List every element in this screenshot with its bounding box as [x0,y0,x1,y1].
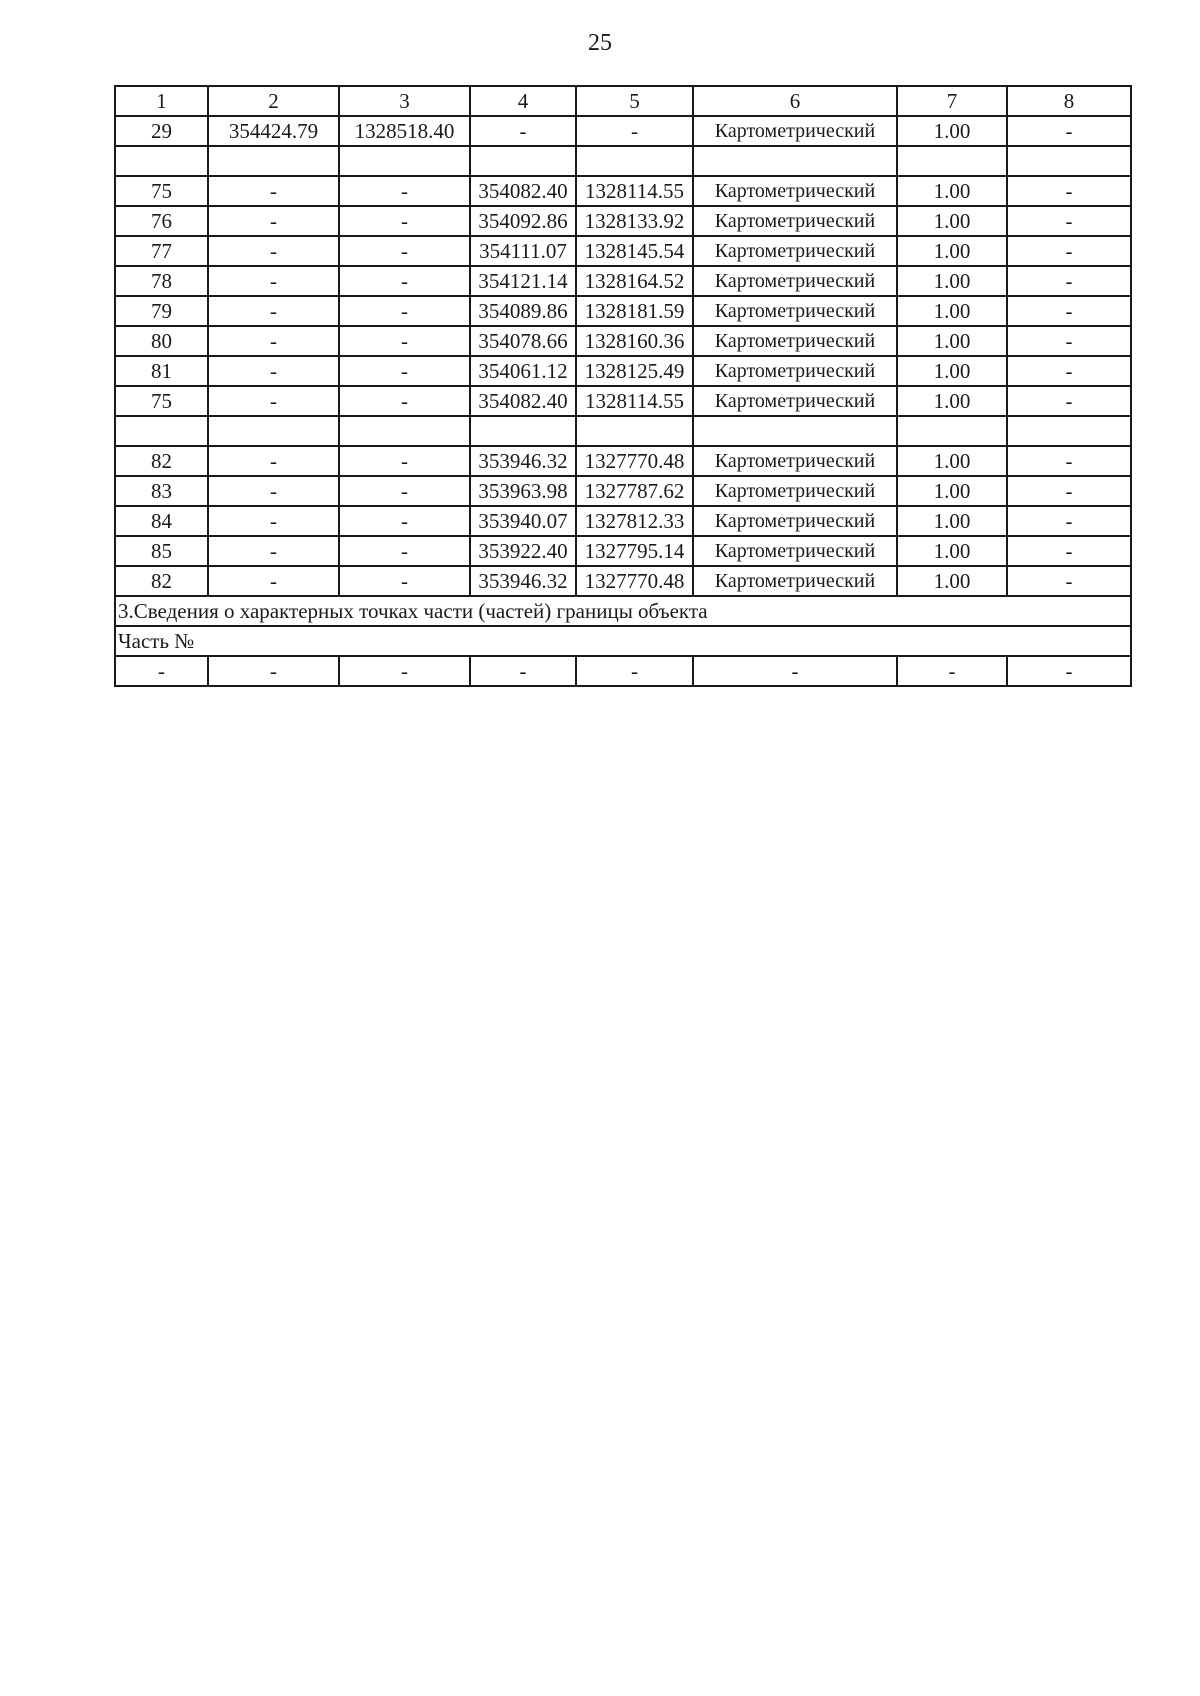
cell-x-coord: - [208,386,339,416]
cell-y-coord-new: 1327795.14 [576,536,693,566]
cell-x-coord-new: 354078.66 [470,326,576,356]
page-number: 25 [588,30,612,56]
cell-y-coord-new: 1327770.48 [576,566,693,596]
header-cell: 2 [208,86,339,116]
cell-x-coord: - [208,356,339,386]
cell-y-coord-new: 1328145.54 [576,236,693,266]
cell-x-coord-new: - [470,656,576,686]
cell-method: - [693,656,897,686]
cell-accuracy [897,146,1007,176]
cell-y-coord-new: - [576,116,693,146]
cell-point-number: 78 [115,266,208,296]
cell-method: Картометрический [693,176,897,206]
cell-description: - [1007,266,1131,296]
cell-x-coord-new: 353946.32 [470,446,576,476]
cell-y-coord: - [339,536,470,566]
table-row [115,296,1131,326]
cell-method: Картометрический [693,506,897,536]
cell-y-coord: - [339,476,470,506]
table-row [115,146,1131,176]
cell-x-coord [208,146,339,176]
cell-x-coord: - [208,326,339,356]
cell-method [693,416,897,446]
cell-accuracy: 1.00 [897,116,1007,146]
cell-x-coord-new: 353940.07 [470,506,576,536]
cell-y-coord [339,416,470,446]
header-cell: 8 [1007,86,1131,116]
cell-method: Картометрический [693,386,897,416]
cell-x-coord-new: 354111.07 [470,236,576,266]
cell-x-coord-new: 354089.86 [470,296,576,326]
cell-point-number: 81 [115,356,208,386]
cell-accuracy: 1.00 [897,176,1007,206]
cell-y-coord-new: 1328125.49 [576,356,693,386]
cell-y-coord: 1328518.40 [339,116,470,146]
cell-method: Картометрический [693,266,897,296]
cell-x-coord [208,416,339,446]
table-row [115,386,1131,416]
table-row [115,236,1131,266]
cell-x-coord: - [208,656,339,686]
cell-x-coord-new [470,146,576,176]
cell-accuracy: 1.00 [897,446,1007,476]
cell-method: Картометрический [693,326,897,356]
table-row [115,536,1131,566]
cell-y-coord: - [339,326,470,356]
table-row [115,446,1131,476]
cell-description: - [1007,386,1131,416]
table-row [115,356,1131,386]
cell-point-number: 76 [115,206,208,236]
table-row [115,266,1131,296]
cell-y-coord-new: 1328114.55 [576,176,693,206]
cell-y-coord-new: 1328133.92 [576,206,693,236]
cell-y-coord: - [339,206,470,236]
cell-y-coord: - [339,296,470,326]
cell-x-coord: - [208,506,339,536]
cell-y-coord-new: 1327770.48 [576,446,693,476]
cell-method: Картометрический [693,206,897,236]
section-title: 3.Сведения о характерных точках части (частей) границы объекта [115,596,1131,626]
table-row [115,566,1131,596]
cell-description [1007,416,1131,446]
cell-description: - [1007,536,1131,566]
cell-x-coord: - [208,536,339,566]
cell-y-coord: - [339,506,470,536]
cell-x-coord-new: 354082.40 [470,176,576,206]
cell-accuracy: 1.00 [897,326,1007,356]
cell-point-number: - [115,656,208,686]
cell-x-coord: - [208,206,339,236]
cell-y-coord-new: - [576,656,693,686]
cell-method [693,146,897,176]
cell-method: Картометрический [693,476,897,506]
cell-description: - [1007,176,1131,206]
table-body [115,86,1131,686]
cell-point-number: 80 [115,326,208,356]
cell-description: - [1007,476,1131,506]
cell-y-coord [339,146,470,176]
cell-x-coord-new: 354082.40 [470,386,576,416]
cell-description [1007,146,1131,176]
cell-accuracy: 1.00 [897,476,1007,506]
cell-accuracy: - [897,656,1007,686]
section-title-row [115,596,1131,626]
cell-x-coord: - [208,446,339,476]
cell-accuracy: 1.00 [897,386,1007,416]
table-row [115,656,1131,686]
cell-point-number: 83 [115,476,208,506]
cell-accuracy [897,416,1007,446]
cell-point-number: 79 [115,296,208,326]
cell-description: - [1007,326,1131,356]
cell-y-coord-new: 1327787.62 [576,476,693,506]
header-cell: 6 [693,86,897,116]
header-row [115,86,1131,116]
cell-method: Картометрический [693,116,897,146]
cell-accuracy: 1.00 [897,296,1007,326]
cell-accuracy: 1.00 [897,356,1007,386]
cell-x-coord: - [208,566,339,596]
cell-x-coord-new [470,416,576,446]
cell-x-coord-new: 353922.40 [470,536,576,566]
cell-x-coord-new: 353963.98 [470,476,576,506]
cell-point-number: 75 [115,386,208,416]
cell-x-coord: - [208,176,339,206]
cell-point-number: 77 [115,236,208,266]
cell-description: - [1007,296,1131,326]
coordinates-table [114,85,1132,687]
cell-y-coord-new: 1328164.52 [576,266,693,296]
cell-y-coord-new: 1328181.59 [576,296,693,326]
cell-y-coord: - [339,656,470,686]
cell-accuracy: 1.00 [897,566,1007,596]
cell-point-number: 85 [115,536,208,566]
cell-method: Картометрический [693,536,897,566]
cell-y-coord-new [576,146,693,176]
cell-y-coord-new: 1327812.33 [576,506,693,536]
cell-accuracy: 1.00 [897,266,1007,296]
header-cell: 1 [115,86,208,116]
table-row [115,476,1131,506]
cell-y-coord: - [339,386,470,416]
cell-description: - [1007,566,1131,596]
table-row [115,416,1131,446]
cell-x-coord: - [208,296,339,326]
cell-description: - [1007,206,1131,236]
cell-method: Картометрический [693,236,897,266]
cell-description: - [1007,446,1131,476]
cell-method: Картометрический [693,446,897,476]
cell-description: - [1007,116,1131,146]
cell-y-coord: - [339,446,470,476]
cell-accuracy: 1.00 [897,206,1007,236]
table-row [115,206,1131,236]
cell-y-coord: - [339,176,470,206]
cell-description: - [1007,356,1131,386]
cell-accuracy: 1.00 [897,506,1007,536]
header-cell: 5 [576,86,693,116]
part-label: Часть № [115,626,1131,656]
header-cell: 4 [470,86,576,116]
cell-point-number: 82 [115,446,208,476]
table-row [115,116,1131,146]
cell-y-coord-new [576,416,693,446]
cell-x-coord-new: 353946.32 [470,566,576,596]
cell-y-coord-new: 1328160.36 [576,326,693,356]
cell-point-number: 82 [115,566,208,596]
cell-y-coord: - [339,566,470,596]
cell-x-coord: - [208,266,339,296]
cell-point-number: 84 [115,506,208,536]
cell-y-coord: - [339,266,470,296]
header-cell: 7 [897,86,1007,116]
cell-description: - [1007,236,1131,266]
cell-accuracy: 1.00 [897,536,1007,566]
cell-y-coord: - [339,356,470,386]
cell-x-coord: - [208,476,339,506]
table-row [115,176,1131,206]
cell-point-number: 75 [115,176,208,206]
cell-method: Картометрический [693,296,897,326]
table-row [115,326,1131,356]
part-label-row [115,626,1131,656]
cell-x-coord-new: - [470,116,576,146]
cell-accuracy: 1.00 [897,236,1007,266]
cell-point-number [115,146,208,176]
table-row [115,506,1131,536]
cell-x-coord-new: 354092.86 [470,206,576,236]
cell-x-coord-new: 354061.12 [470,356,576,386]
cell-y-coord-new: 1328114.55 [576,386,693,416]
cell-method: Картометрический [693,566,897,596]
cell-description: - [1007,506,1131,536]
cell-method: Картометрический [693,356,897,386]
cell-x-coord: - [208,236,339,266]
cell-point-number: 29 [115,116,208,146]
cell-description: - [1007,656,1131,686]
cell-x-coord: 354424.79 [208,116,339,146]
cell-x-coord-new: 354121.14 [470,266,576,296]
header-cell: 3 [339,86,470,116]
cell-point-number [115,416,208,446]
cell-y-coord: - [339,236,470,266]
